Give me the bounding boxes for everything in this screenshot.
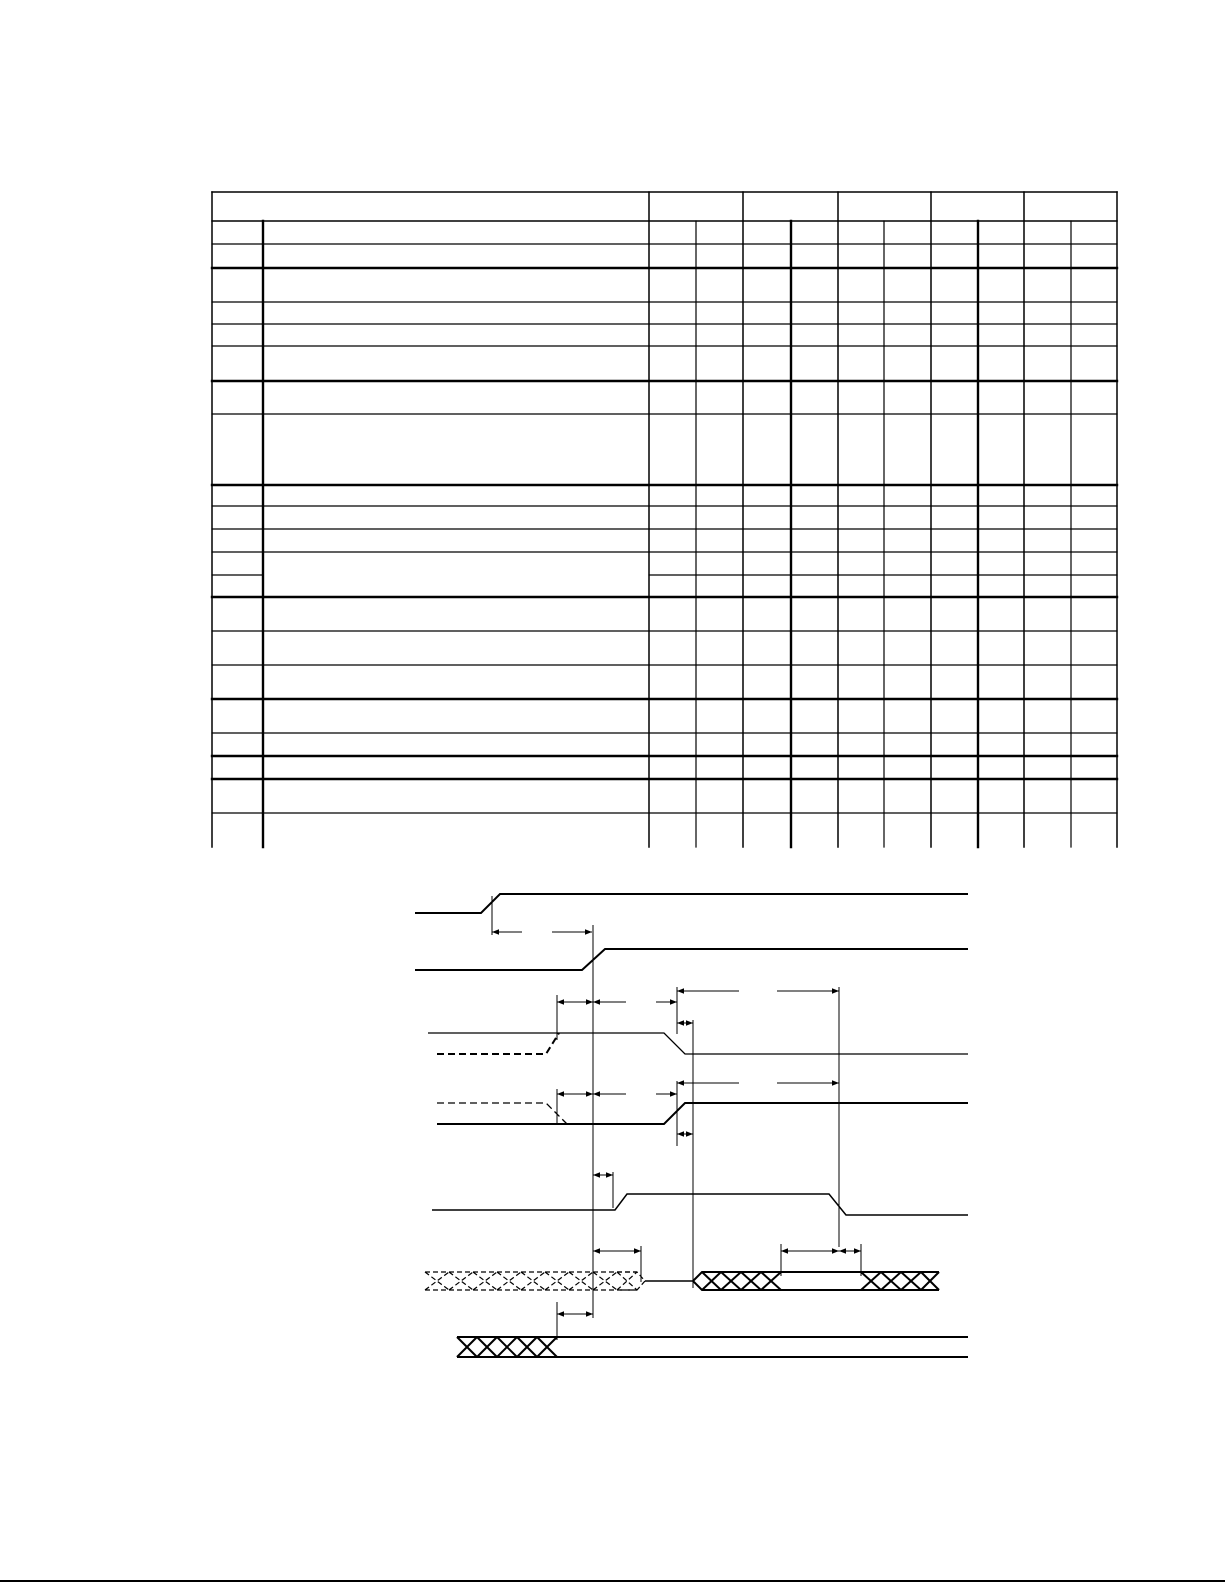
table-row-lines bbox=[212, 244, 1117, 813]
signal-6-data-bus bbox=[425, 1272, 939, 1290]
signal-2-waveform bbox=[415, 949, 968, 970]
signal-4-waveform bbox=[437, 1103, 968, 1124]
signal-7-address-bus bbox=[457, 1302, 968, 1357]
signal-5-waveform bbox=[432, 1194, 968, 1215]
table-thick-lines bbox=[212, 268, 1117, 779]
signal-3-waveform bbox=[428, 1033, 968, 1054]
timing-diagram bbox=[415, 894, 968, 1357]
spec-table bbox=[212, 192, 1117, 847]
signal-1-waveform bbox=[415, 894, 968, 913]
